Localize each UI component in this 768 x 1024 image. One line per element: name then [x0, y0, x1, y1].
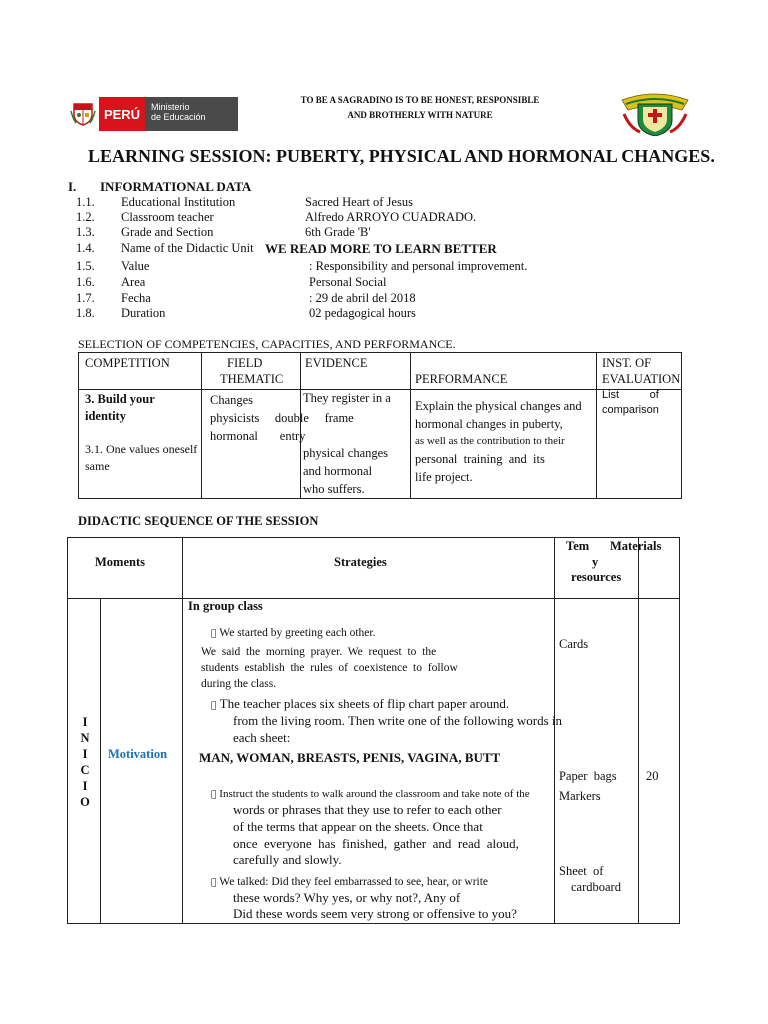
- field-text-3: hormonal entry: [210, 429, 306, 443]
- field-text-2: physicists double frame: [210, 411, 354, 425]
- header-resources: resources: [571, 570, 622, 584]
- strategy-walk-2: words or phrases that they use to refer to each other: [233, 802, 502, 817]
- info-row: [0, 275, 768, 291]
- evidence-text-4: who suffers.: [303, 482, 365, 496]
- info-row-value: Personal Social: [309, 275, 387, 289]
- info-row-label: Fecha: [121, 291, 151, 305]
- ministry-line-1: Ministerio: [151, 102, 190, 112]
- info-row-number: 1.3.: [76, 225, 95, 239]
- header-performance: PERFORMANCE: [415, 372, 508, 386]
- section-title: INFORMATIONAL DATA: [100, 179, 252, 194]
- checkmark-bullet-icon: [211, 701, 216, 711]
- group-class-label: In group class: [188, 599, 263, 613]
- info-row-value: : 29 de abril del 2018: [309, 291, 416, 305]
- header-thematic: THEMATIC: [220, 372, 284, 386]
- sequence-table: [67, 537, 680, 924]
- evidence-text-1: They register in a: [303, 391, 391, 405]
- info-row-number: 1.7.: [76, 291, 95, 305]
- strategy-greeting-text: We started by greeting each other.: [211, 627, 368, 639]
- info-row-label: Duration: [121, 306, 166, 320]
- material-cards: Cards: [559, 637, 589, 651]
- strategy-flipchart-3: each sheet:: [233, 730, 291, 745]
- performance-text-2: hormonal changes in puberty,: [415, 417, 563, 431]
- strategy-flipchart-1: [211, 696, 509, 714]
- header-strategies: Strategies: [334, 555, 387, 569]
- header-evidence: EVIDENCE: [305, 356, 368, 370]
- strategy-walk-1: [211, 786, 530, 803]
- strategy-prayer-1: We said the morning prayer. We request to the: [201, 646, 437, 658]
- info-row-label: Name of the Didactic Unit: [121, 241, 254, 255]
- info-row: [0, 259, 768, 275]
- info-row-number: 1.2.: [76, 210, 95, 224]
- competency-name: 3. Build your: [85, 392, 155, 406]
- inicio-letter: I: [82, 747, 88, 761]
- info-row: [0, 291, 768, 307]
- strategy-prayer-2: students establish the rules of coexistence to follow: [201, 662, 458, 674]
- info-row-label: Classroom teacher: [121, 210, 214, 224]
- info-row-label: Grade and Section: [121, 225, 214, 239]
- strategy-walk-3: of the terms that appear on the sheets. Once that: [233, 819, 483, 834]
- info-row-value: : Responsibility and personal improvement.: [309, 259, 528, 273]
- page-title: LEARNING SESSION: PUBERTY, PHYSICAL AND HORMONAL CHANGES.: [88, 146, 715, 166]
- material-sheet: Sheet of: [559, 864, 604, 878]
- motto-line-2: AND BROTHERLY WITH NATURE: [347, 110, 493, 120]
- sequence-title: DIDACTIC SEQUENCE OF THE SESSION: [78, 514, 319, 528]
- strategy-flipchart-2: from the living room. Then write one of the following words in: [233, 713, 563, 728]
- strategy-walk-4: once everyone has finished, gather and read aloud,: [233, 836, 519, 851]
- checkmark-bullet-icon: [211, 790, 216, 800]
- info-row-number: 1.4.: [76, 241, 95, 255]
- info-row: [0, 210, 768, 226]
- info-row-label: Area: [121, 275, 146, 289]
- strategy-talk-3: Did these words seem very strong or offensive to you?: [233, 906, 517, 921]
- header-inst: INST. OF: [602, 356, 652, 370]
- peru-ministry-logo: [67, 97, 238, 131]
- inicio-letter: O: [80, 795, 90, 809]
- school-crest-icon: [620, 92, 690, 136]
- inicio-letter: N: [80, 731, 90, 745]
- info-row-number: 1.8.: [76, 306, 95, 320]
- strategy-walk-5: carefully and slowly.: [233, 852, 342, 867]
- competency-table: [78, 352, 682, 499]
- ministry-label: [145, 97, 238, 131]
- section-heading-info: [68, 179, 251, 195]
- capacity-text-2: same: [85, 459, 110, 473]
- strategy-talk-1: [211, 874, 488, 891]
- header-field: FIELD: [227, 356, 263, 370]
- info-row: [0, 241, 768, 257]
- didactic-unit-name: WE READ MORE TO LEARN BETTER: [265, 241, 497, 256]
- material-cardboard: cardboard: [571, 880, 621, 894]
- strategy-talk-text: We talked: Did they feel embarrassed to see, hear, or write: [211, 876, 480, 888]
- performance-text-1: Explain the physical changes and: [415, 399, 582, 413]
- performance-text-5: life project.: [415, 470, 473, 484]
- checkmark-bullet-icon: [211, 878, 216, 888]
- info-row-value: 6th Grade 'B': [305, 225, 371, 239]
- strategy-flipchart-text: The teacher places six sheets of flip chart paper around.: [211, 696, 501, 711]
- peru-shield-icon: [67, 97, 99, 131]
- time-minutes: 20: [646, 769, 659, 783]
- info-row-value: Alfredo ARROYO CUADRADO.: [305, 210, 477, 224]
- material-paper-bags: Paper bags: [559, 769, 617, 783]
- info-row-value: 02 pedagogical hours: [309, 306, 416, 320]
- header-moments: Moments: [95, 555, 145, 569]
- peru-label: PERÚ: [99, 97, 145, 131]
- performance-text-3: as well as the contribution to their: [415, 435, 565, 447]
- info-row-number: 1.5.: [76, 259, 95, 273]
- inicio-letter: C: [80, 763, 90, 777]
- info-row: [0, 225, 768, 241]
- strategy-prayer-3: during the class.: [201, 678, 277, 690]
- header-y: y: [592, 555, 599, 569]
- school-motto: [250, 93, 590, 123]
- motto-line-1: TO BE A SAGRADINO IS TO BE HONEST, RESPONSIBLE: [300, 95, 540, 105]
- info-row-value: Sacred Heart of Jesus: [305, 195, 413, 209]
- evidence-text-3: and hormonal: [303, 464, 373, 478]
- competency-name-2: identity: [85, 409, 126, 423]
- instrument-text-1: List of: [602, 389, 659, 401]
- inicio-vertical-label: [79, 714, 91, 810]
- inicio-letter: I: [82, 715, 88, 729]
- inicio-letter: I: [82, 779, 88, 793]
- info-row-label: Educational Institution: [121, 195, 236, 209]
- info-row-number: 1.6.: [76, 275, 95, 289]
- strategy-talk-2: these words? Why yes, or why not?, Any of: [233, 890, 461, 905]
- header-evaluation: EVALUATION: [602, 372, 681, 386]
- words-list: MAN, WOMAN, BREASTS, PENIS, VAGINA, BUTT: [199, 750, 501, 765]
- header-materials: Materials: [610, 539, 662, 553]
- ministry-line-2: de Educación: [151, 112, 206, 122]
- evidence-text-2: physical changes: [303, 446, 389, 460]
- header-competition: COMPETITION: [85, 356, 170, 370]
- info-row: [0, 306, 768, 322]
- info-row: [0, 195, 768, 211]
- material-markers: Markers: [559, 789, 601, 803]
- checkmark-bullet-icon: [211, 629, 216, 639]
- info-row-number: 1.1.: [76, 195, 95, 209]
- capacity-text: 3.1. One values oneself: [85, 442, 198, 456]
- moment-motivation: Motivation: [108, 747, 168, 761]
- performance-text-4: personal training and its: [415, 452, 545, 466]
- instrument-text-2: comparison: [602, 404, 659, 416]
- strategy-walk-text: Instruct the students to walk around the classroom and take note of the: [211, 788, 522, 800]
- field-text-1: Changes: [210, 393, 254, 407]
- competency-section-title: SELECTION OF COMPETENCIES, CAPACITIES, AND PERFORMANCE.: [78, 337, 456, 351]
- header-tem: Tem: [566, 539, 590, 553]
- strategy-greeting: [211, 625, 375, 642]
- info-row-label: Value: [121, 259, 150, 273]
- section-number: I.: [68, 179, 77, 194]
